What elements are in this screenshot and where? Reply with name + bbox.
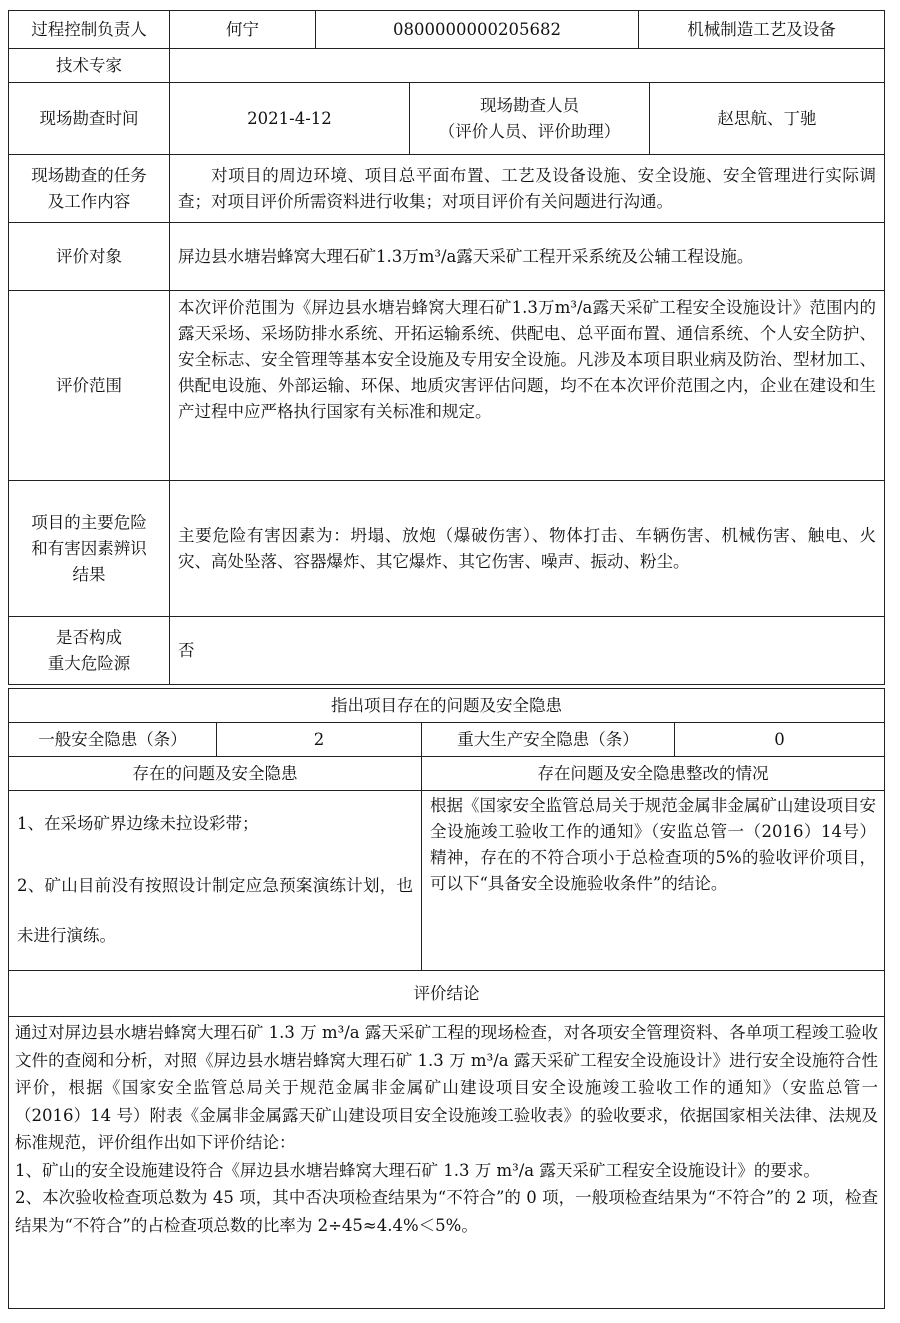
hazards-label [9,481,170,617]
details-table [8,154,885,685]
task-label [9,155,170,223]
conclusion-paragraph-2: 1、矿山的安全设施建设符合《屏边县水塘岩蜂窝大理石矿 1.3 万 m³/a 露天采矿工程安全设施设计》的要求。 [15,1160,820,1180]
scope-text: 本次评价范围为《屏边县水塘岩蜂窝大理石矿1.3万m³/a露天采矿工程安全设施设计》范围内的露天采场、采场防排水系统、开拓运输系统、供配电、总平面布置、通信系统、个人安全防护、安全标志、安全管理等基本安全设施及专用安全设施。凡涉及本项目职业病及防治、型材加工、供配电设施、外部运输、环保、地质灾害评估问题，均不在本次评价范围之内，企业在建设和生产过程中应严格执行国家有关标准和规定。 [170,291,885,481]
survey-time-label: 现场勘查时间 [9,83,170,155]
major-hazard-label [9,617,170,685]
general-issues-count: 2 [217,723,422,757]
problem-item-1: 1、在采场矿界边缘未拉设彩带； [17,814,259,833]
expert-value [170,49,885,83]
conclusion-paragraph-3: 2、本次验收检查项总数为 45 项，其中否决项检查结果为“不符合”的 0 项，一般项检查结果为“不符合”的 2 项，检查结果为“不符合”的占检查项总数的比率为 2÷45≈4.4%＜5%。 [15,1188,878,1235]
controller-major: 机械制造工艺及设备 [639,11,885,49]
problems-column-header: 存在的问题及安全隐患 [9,757,422,791]
problems-table [8,756,885,971]
scope-label: 评价范围 [9,291,170,481]
hazards-text: 主要危险有害因素为：坍塌、放炮（爆破伤害）、物体打击、车辆伤害、机械伤害、触电、火灾、高处坠落、容器爆炸、其它爆炸、其它伤害、噪声、振动、粉尘。 [170,481,885,617]
major-hazard-label-line1: 是否构成 [56,627,122,647]
expert-label: 技术专家 [9,49,170,83]
task-label-line1: 现场勘查的任务 [31,165,147,185]
rectification-text: 根据《国家安全监管总局关于规范金属非金属矿山建设项目安全设施竣工验收工作的通知》（安监总管一（2016）14号）精神，存在的不符合项小于总检查项的5%的验收评价项目，可以下“具备安全设施验收条件”的结论。 [422,791,885,971]
object-label: 评价对象 [9,223,170,291]
issues-section-title: 指出项目存在的问题及安全隐患 [9,689,885,723]
hazards-label-line1: 项目的主要危险 [31,512,147,532]
survey-staff-value: 赵思航、丁驰 [650,83,885,155]
object-text: 屏边县水塘岩蜂窝大理石矿1.3万m³/a露天采矿工程开采系统及公辅工程设施。 [170,223,885,291]
problem-item-2: 2、矿山目前没有按照设计制定应急预案演练计划，也未进行演练。 [17,876,413,945]
survey-time-value: 2021-4-12 [170,83,410,155]
survey-table [8,82,885,155]
task-label-line2: 及工作内容 [47,191,131,211]
conclusion-title: 评价结论 [9,971,885,1017]
controller-name: 何宁 [170,11,316,49]
survey-staff-label [410,83,650,155]
task-text: 对项目的周边环境、项目总平面布置、工艺及设备设施、安全设施、安全管理进行实际调查；对项目评价所需资料进行收集；对项目评价有关问题进行沟通。 [170,155,885,223]
controller-id: 0800000000205682 [316,11,639,49]
conclusion-table [8,970,885,1309]
major-issues-count: 0 [675,723,885,757]
survey-staff-label-line1: 现场勘查人员 [480,95,579,115]
survey-staff-label-line2: （评价人员、评价助理） [438,121,621,141]
general-issues-label: 一般安全隐患（条） [9,723,217,757]
major-hazard-value: 否 [170,617,885,685]
major-issues-label: 重大生产安全隐患（条） [422,723,675,757]
conclusion-paragraph-1: 通过对屏边县水塘岩蜂窝大理石矿 1.3 万 m³/a 露天采矿工程的现场检查，对各项安全管理资料、各单项工程竣工验收文件的查阅和分析，对照《屏边县水塘岩蜂窝大理石矿 1.3 万 m³/a 露天采矿工程安全设施设计》进行安全设施符合性评价，根据《国家安全监管总局关于规范金属非金属矿山建设项目安全设施竣工验收工作的通知》（安监总管一（2016）14 号）附表《金属非金属露天矿山建设项目安全设施竣工验收表》的验收要求，依据国家相关法律、法规及标准规范，评价组作出如下评价结论： [15,1023,878,1152]
rectification-column-header: 存在问题及安全隐患整改的情况 [422,757,885,791]
hazards-label-line3: 结果 [72,564,106,584]
issues-table [8,688,885,757]
hazards-label-line2: 和有害因素辨识 [31,538,147,558]
problems-cell [9,791,422,971]
major-hazard-label-line2: 重大危险源 [47,653,131,673]
controller-label: 过程控制负责人 [9,11,170,49]
conclusion-body [9,1017,885,1309]
header-table [8,10,885,83]
